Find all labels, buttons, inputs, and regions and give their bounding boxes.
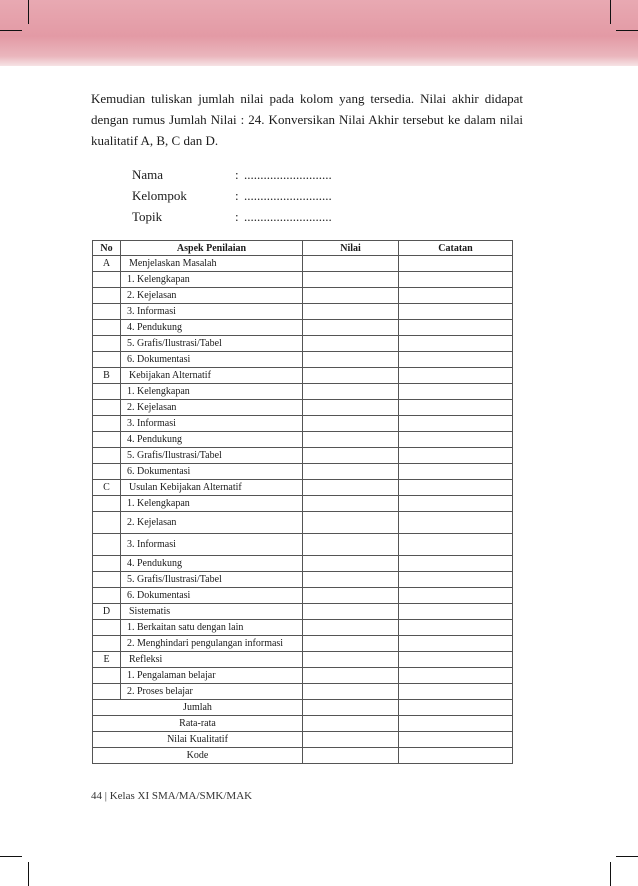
table-row: [93, 272, 513, 288]
cell-catatan[interactable]: [399, 352, 513, 368]
cell-nilai[interactable]: [303, 352, 399, 368]
table-row: [93, 320, 513, 336]
cell-aspek: 5. Grafis/Ilustrasi/Tabel: [121, 448, 303, 464]
cell-catatan[interactable]: [399, 748, 513, 764]
cell-aspek: 1. Kelengkapan: [121, 384, 303, 400]
crop-mark: [610, 862, 611, 886]
cell-no: [93, 400, 121, 416]
summary-label: Rata-rata: [93, 716, 303, 732]
cell-nilai[interactable]: [303, 588, 399, 604]
cell-catatan[interactable]: [399, 288, 513, 304]
identity-value: ...........................: [244, 209, 332, 224]
cell-catatan[interactable]: [399, 636, 513, 652]
cell-aspek: 1. Kelengkapan: [121, 272, 303, 288]
cell-catatan[interactable]: [399, 272, 513, 288]
cell-no: [93, 684, 121, 700]
cell-no: [93, 496, 121, 512]
cell-aspek: 3. Informasi: [121, 416, 303, 432]
cell-catatan[interactable]: [399, 320, 513, 336]
assessment-table: [92, 240, 513, 764]
cell-no: E: [93, 652, 121, 668]
cell-catatan[interactable]: [399, 684, 513, 700]
cell-nilai[interactable]: [303, 620, 399, 636]
table-row: [93, 684, 513, 700]
cell-nilai[interactable]: [303, 272, 399, 288]
summary-label: Kode: [93, 748, 303, 764]
identity-label: Topik: [132, 209, 163, 224]
cell-no: [93, 636, 121, 652]
page-footer: 44 | Kelas XI SMA/MA/SMK/MAK: [91, 790, 253, 802]
page-header-band: [0, 0, 638, 66]
cell-catatan[interactable]: [399, 512, 513, 534]
header-no: No: [93, 241, 121, 256]
table-row: [93, 464, 513, 480]
identity-value: ...........................: [244, 167, 332, 182]
table-row: [93, 496, 513, 512]
cell-nilai[interactable]: [303, 748, 399, 764]
cell-no: [93, 416, 121, 432]
cell-no: [93, 320, 121, 336]
cell-nilai[interactable]: [303, 400, 399, 416]
table-row: [93, 448, 513, 464]
cell-catatan[interactable]: [399, 700, 513, 716]
cell-nilai[interactable]: [303, 256, 399, 272]
cell-aspek: Sistematis: [121, 604, 303, 620]
cell-catatan[interactable]: [399, 534, 513, 556]
cell-nilai[interactable]: [303, 448, 399, 464]
identity-label: Nama: [132, 167, 164, 182]
crop-mark: [616, 30, 638, 31]
cell-no: [93, 448, 121, 464]
table-header-row: [93, 241, 513, 256]
cell-nilai[interactable]: [303, 534, 399, 556]
cell-nilai[interactable]: [303, 572, 399, 588]
header-aspek: Aspek Penilaian: [121, 241, 303, 256]
cell-catatan[interactable]: [399, 304, 513, 320]
cell-nilai[interactable]: [303, 480, 399, 496]
cell-aspek: Refleksi: [121, 652, 303, 668]
crop-mark: [0, 856, 22, 857]
cell-aspek: Menjelaskan Masalah: [121, 256, 303, 272]
cell-nilai[interactable]: [303, 416, 399, 432]
cell-catatan[interactable]: [399, 480, 513, 496]
cell-catatan[interactable]: [399, 716, 513, 732]
summary-row: [93, 748, 513, 764]
table-row: [93, 588, 513, 604]
table-row: [93, 336, 513, 352]
cell-no: [93, 336, 121, 352]
cell-aspek: 6. Dokumentasi: [121, 464, 303, 480]
cell-no: [93, 572, 121, 588]
cell-no: [93, 588, 121, 604]
cell-nilai[interactable]: [303, 556, 399, 572]
summary-label: Nilai Kualitatif: [93, 732, 303, 748]
cell-no: [93, 668, 121, 684]
cell-nilai[interactable]: [303, 496, 399, 512]
cell-no: [93, 512, 121, 534]
cell-aspek: 4. Pendukung: [121, 432, 303, 448]
table-row: [93, 384, 513, 400]
table-row: [93, 368, 513, 384]
cell-no: A: [93, 256, 121, 272]
summary-row: [93, 716, 513, 732]
cell-aspek: 3. Informasi: [121, 534, 303, 556]
cell-no: [93, 464, 121, 480]
cell-nilai[interactable]: [303, 716, 399, 732]
table-row: [93, 636, 513, 652]
table-row: [93, 288, 513, 304]
cell-no: D: [93, 604, 121, 620]
cell-nilai[interactable]: [303, 732, 399, 748]
cell-nilai[interactable]: [303, 368, 399, 384]
cell-aspek: 2. Menghindari pengulangan informasi: [121, 636, 303, 652]
cell-no: [93, 288, 121, 304]
cell-nilai[interactable]: [303, 700, 399, 716]
cell-nilai[interactable]: [303, 684, 399, 700]
summary-row: [93, 700, 513, 716]
cell-catatan[interactable]: [399, 620, 513, 636]
cell-catatan[interactable]: [399, 384, 513, 400]
identity-row-topik: [132, 206, 332, 227]
cell-aspek: Kebijakan Alternatif: [121, 368, 303, 384]
cell-aspek: 6. Dokumentasi: [121, 352, 303, 368]
crop-mark: [28, 0, 29, 24]
cell-no: [93, 432, 121, 448]
cell-nilai[interactable]: [303, 432, 399, 448]
cell-catatan[interactable]: [399, 556, 513, 572]
cell-nilai[interactable]: [303, 652, 399, 668]
table-row: [93, 400, 513, 416]
cell-aspek: 1. Kelengkapan: [121, 496, 303, 512]
crop-mark: [610, 0, 611, 24]
cell-aspek: Usulan Kebijakan Alternatif: [121, 480, 303, 496]
summary-label: Jumlah: [93, 700, 303, 716]
table-row: [93, 480, 513, 496]
cell-catatan[interactable]: [399, 368, 513, 384]
cell-catatan[interactable]: [399, 572, 513, 588]
cell-nilai[interactable]: [303, 304, 399, 320]
cell-catatan[interactable]: [399, 448, 513, 464]
cell-aspek: 4. Pendukung: [121, 556, 303, 572]
table-row: [93, 304, 513, 320]
cell-aspek: 3. Informasi: [121, 304, 303, 320]
identity-fields: [132, 164, 332, 227]
cell-nilai[interactable]: [303, 604, 399, 620]
cell-aspek: 2. Kejelasan: [121, 400, 303, 416]
cell-catatan[interactable]: [399, 732, 513, 748]
table-row: [93, 512, 513, 534]
cell-aspek: 2. Proses belajar: [121, 684, 303, 700]
cell-catatan[interactable]: [399, 604, 513, 620]
identity-row-nama: [132, 164, 332, 185]
cell-aspek: 1. Pengalaman belajar: [121, 668, 303, 684]
cell-catatan[interactable]: [399, 256, 513, 272]
cell-aspek: 6. Dokumentasi: [121, 588, 303, 604]
table-row: [93, 352, 513, 368]
identity-separator: :: [235, 209, 239, 224]
cell-nilai[interactable]: [303, 320, 399, 336]
table-row: [93, 556, 513, 572]
identity-row-kelompok: [132, 185, 332, 206]
cell-catatan[interactable]: [399, 416, 513, 432]
cell-nilai[interactable]: [303, 668, 399, 684]
cell-catatan[interactable]: [399, 432, 513, 448]
identity-value: ...........................: [244, 188, 332, 203]
cell-aspek: 4. Pendukung: [121, 320, 303, 336]
cell-no: [93, 384, 121, 400]
cell-no: [93, 620, 121, 636]
table-row: [93, 256, 513, 272]
cell-aspek: 2. Kejelasan: [121, 288, 303, 304]
cell-catatan[interactable]: [399, 464, 513, 480]
cell-nilai[interactable]: [303, 288, 399, 304]
table-row: [93, 652, 513, 668]
table-row: [93, 604, 513, 620]
cell-no: B: [93, 368, 121, 384]
cell-no: C: [93, 480, 121, 496]
cell-aspek: 2. Kejelasan: [121, 512, 303, 534]
cell-aspek: 5. Grafis/Ilustrasi/Tabel: [121, 336, 303, 352]
table-row: [93, 534, 513, 556]
crop-mark: [28, 862, 29, 886]
cell-catatan[interactable]: [399, 336, 513, 352]
table-row: [93, 572, 513, 588]
header-catatan: Catatan: [399, 241, 513, 256]
cell-aspek: 5. Grafis/Ilustrasi/Tabel: [121, 572, 303, 588]
table-row: [93, 620, 513, 636]
identity-separator: :: [235, 188, 239, 203]
cell-nilai[interactable]: [303, 464, 399, 480]
header-nilai: Nilai: [303, 241, 399, 256]
identity-label: Kelompok: [132, 188, 187, 203]
cell-catatan[interactable]: [399, 668, 513, 684]
cell-nilai[interactable]: [303, 384, 399, 400]
cell-nilai[interactable]: [303, 512, 399, 534]
cell-catatan[interactable]: [399, 588, 513, 604]
summary-row: [93, 732, 513, 748]
table-row: [93, 432, 513, 448]
cell-no: [93, 556, 121, 572]
table-row: [93, 668, 513, 684]
cell-no: [93, 304, 121, 320]
cell-catatan[interactable]: [399, 400, 513, 416]
cell-catatan[interactable]: [399, 496, 513, 512]
cell-nilai[interactable]: [303, 336, 399, 352]
crop-mark: [616, 856, 638, 857]
identity-separator: :: [235, 167, 239, 182]
cell-no: [93, 352, 121, 368]
cell-aspek: 1. Berkaitan satu dengan lain: [121, 620, 303, 636]
cell-no: [93, 534, 121, 556]
intro-paragraph: Kemudian tuliskan jumlah nilai pada kolom yang tersedia. Nilai akhir didapat dengan rumus Jumlah Nilai : 24. Konversikan Nilai Akhir tersebut ke dalam nilai kualitatif A, B, C dan D.: [91, 91, 523, 148]
table-row: [93, 416, 513, 432]
table-body: [93, 256, 513, 764]
crop-mark: [0, 30, 22, 31]
cell-no: [93, 272, 121, 288]
cell-nilai[interactable]: [303, 636, 399, 652]
cell-catatan[interactable]: [399, 652, 513, 668]
